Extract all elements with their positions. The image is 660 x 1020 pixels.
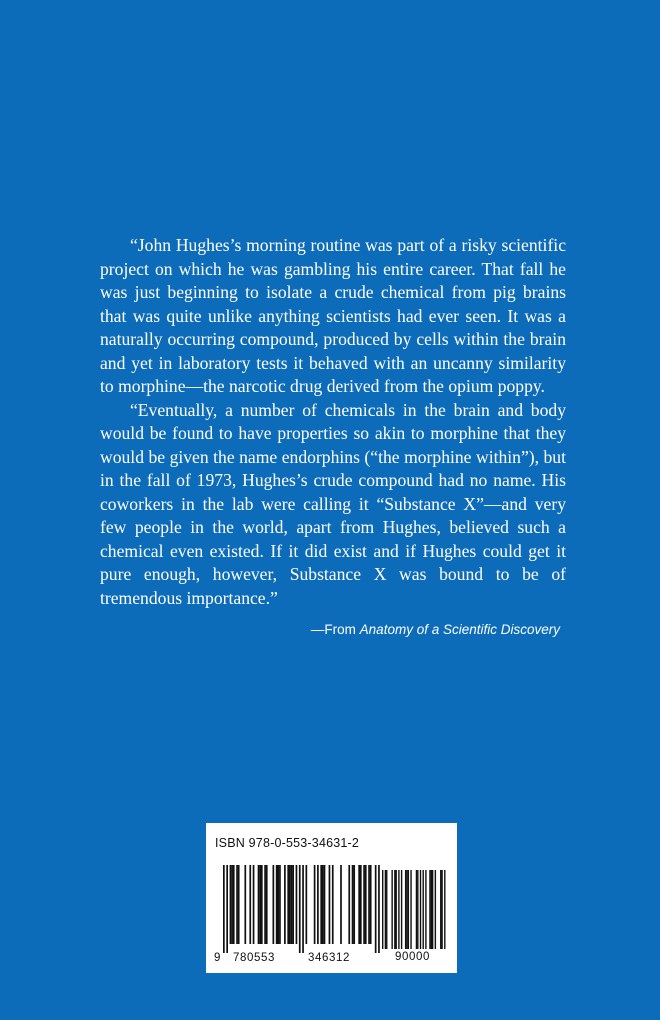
- data-bar: [259, 865, 261, 944]
- guard-bar: [375, 865, 377, 953]
- data-bar: [249, 865, 251, 944]
- barcode-addon-digits: 90000: [395, 951, 430, 963]
- data-bar: [273, 865, 275, 944]
- addon-bar: [385, 870, 386, 949]
- addon-bar: [394, 870, 395, 949]
- blurb-attribution: [311, 622, 560, 637]
- addon-bar: [429, 870, 430, 949]
- guard-bar: [299, 865, 301, 953]
- data-bar: [276, 865, 278, 944]
- addon-bar: [386, 870, 387, 949]
- ean13-bars: [223, 865, 380, 953]
- addon-bar: [410, 870, 411, 949]
- data-bar: [358, 865, 360, 944]
- addon-bar: [416, 870, 417, 949]
- data-bar: [289, 865, 291, 944]
- isbn-label: ISBN 978-0-553-34631-2: [215, 836, 360, 850]
- data-bar: [253, 865, 255, 944]
- data-bar: [287, 865, 289, 944]
- data-bar: [292, 865, 294, 944]
- addon-bar: [431, 870, 432, 949]
- data-bar: [266, 865, 268, 944]
- data-bar: [322, 865, 324, 944]
- data-bar: [306, 865, 308, 944]
- data-bar: [368, 865, 370, 944]
- addon-bar: [423, 870, 424, 949]
- data-bar: [261, 865, 263, 944]
- isbn-barcode: [206, 823, 457, 973]
- addon-bar: [417, 870, 418, 949]
- guard-bar: [226, 865, 228, 953]
- attribution-prefix: —From: [310, 622, 360, 637]
- data-bar: [317, 865, 319, 944]
- addon-bar: [432, 870, 433, 949]
- data-bar: [352, 865, 354, 944]
- data-bar: [340, 865, 342, 944]
- addon-bar: [441, 870, 442, 949]
- data-bar: [264, 865, 266, 944]
- data-bar: [332, 865, 334, 944]
- addon-bar: [420, 870, 421, 949]
- data-bar: [320, 865, 322, 944]
- data-bar: [236, 865, 238, 944]
- addon-bar: [444, 870, 445, 949]
- data-bar: [363, 865, 365, 944]
- addon-bar: [405, 870, 406, 949]
- addon-bar: [440, 870, 441, 949]
- data-bar: [353, 865, 355, 944]
- data-bar: [231, 865, 233, 944]
- data-bar: [324, 865, 326, 944]
- data-bar: [329, 865, 331, 944]
- barcode-left-digits: 780553: [233, 952, 275, 964]
- data-bar: [370, 865, 372, 944]
- data-bar: [277, 865, 279, 944]
- data-bar: [291, 865, 293, 944]
- data-bar: [314, 865, 316, 944]
- addon-bars: [382, 870, 446, 949]
- guard-bar: [302, 865, 304, 953]
- data-bar: [233, 865, 235, 944]
- addon-bar: [398, 870, 399, 949]
- data-bar: [244, 865, 246, 944]
- data-bar: [284, 865, 286, 944]
- addon-bar: [406, 870, 407, 949]
- addon-bar: [382, 870, 383, 949]
- addon-bar: [396, 870, 397, 949]
- back-cover-blurb: [100, 234, 566, 610]
- data-bar: [365, 865, 367, 944]
- barcode-right-digits: 346312: [308, 952, 350, 964]
- addon-bar: [391, 870, 392, 949]
- data-bar: [360, 865, 362, 944]
- blurb-paragraph-1: “John Hughes’s morning routine was part of a risky scientific project on which he was gambling his entire career. That fall he was just beginning to isolate a crude chemical from pig brains that was quite unlike anything scientists had ever seen. It was a naturally occurring compound, produced by cells within the brain and yet in laboratory tests it behaved with an uncanny similarity to morphine—the narcotic drug derived from the opium poppy.: [100, 235, 566, 396]
- data-bar: [279, 865, 281, 944]
- blurb-paragraph-2: “Eventually, a number of chemicals in the brain and body would be found to have properties so akin to morphine that they would be given the name endorphins (“the morphine within”), but in the fall of 1973, Hughes’s crude compound had no name. His coworkers in the lab were calling it “Substance X”—and very few people in the world, apart from Hughes, believed such a chemical even existed. If it did exist and if Hughes could get it pure enough, however, Substance X was bound to be of tremendous importance.”: [100, 399, 566, 608]
- data-bar: [258, 865, 260, 944]
- guard-bar: [378, 865, 380, 953]
- addon-bar: [408, 870, 409, 949]
- attribution-book-title: Anatomy of a Scientific Discovery: [359, 622, 560, 637]
- data-bar: [348, 865, 350, 944]
- data-bar: [230, 865, 232, 944]
- data-bar: [296, 865, 298, 944]
- addon-bar: [425, 870, 426, 949]
- addon-bar: [435, 870, 436, 949]
- barcode-lead-digit: 9: [214, 952, 221, 964]
- addon-bar: [401, 870, 402, 949]
- guard-bar: [223, 865, 225, 953]
- data-bar: [238, 865, 240, 944]
